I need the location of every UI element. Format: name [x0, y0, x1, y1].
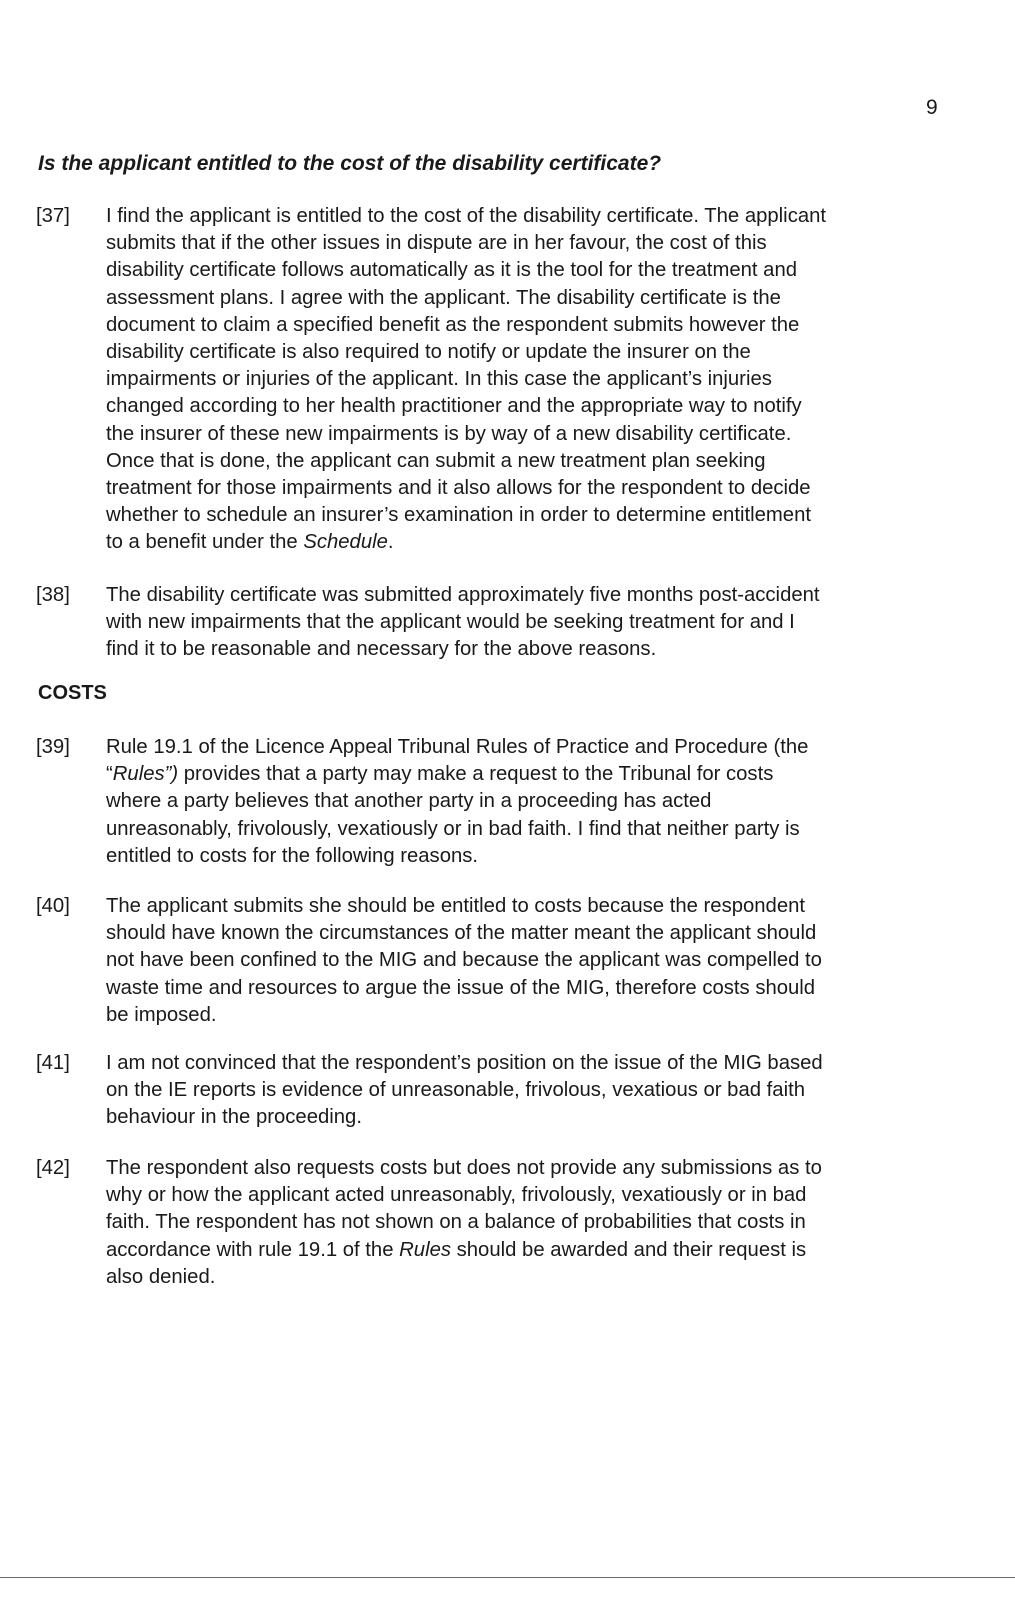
text-line: on the IE reports is evidence of unreasonable, frivolous, vexatious or bad faith [106, 1079, 805, 1102]
text-line: where a party believes that another party in a proceeding has acted [106, 790, 712, 813]
paragraph-number: [41] [36, 1052, 70, 1074]
text-line: behaviour in the proceeding. [106, 1106, 362, 1129]
text-line: impairments or injuries of the applicant. In this case the applicant’s injuries [106, 368, 772, 391]
text-line: faith. The respondent has not shown on a balance of probabilities that costs in [106, 1211, 806, 1234]
paragraph-39 [36, 734, 936, 870]
text-line [106, 761, 928, 788]
paragraph-number: [42] [36, 1157, 70, 1179]
text-line: waste time and resources to argue the issue of the MIG, therefore costs should [106, 976, 816, 999]
text-line: document to claim a specified benefit as the respondent submits however the [106, 313, 800, 336]
text-line: unreasonably, frivolously, vexatiously or in bad faith. I find that neither party is [106, 817, 800, 840]
text-line: I am not convinced that the respondent’s position on the issue of the MIG based [106, 1052, 823, 1074]
text-line [106, 1237, 928, 1264]
text-line: be imposed. [106, 1003, 217, 1026]
text-line: The disability certificate was submitted approximately five months post-accident [106, 584, 820, 606]
text-line: Rule 19.1 of the Licence Appeal Tribunal Rules of Practice and Procedure (the [106, 736, 809, 758]
text-run: “ [106, 763, 113, 786]
text-run: accordance with rule 19.1 of the [106, 1238, 400, 1261]
text-run: to a benefit under the [106, 531, 304, 554]
text-line [106, 529, 928, 556]
text-line: whether to schedule an insurer’s examination in order to determine entitlement [106, 504, 811, 527]
paragraph-body [106, 1050, 928, 1132]
text-line: also denied. [106, 1265, 216, 1288]
text-line: the insurer of these new impairments is by way of a new disability certificate. [106, 422, 792, 445]
footer-rule [0, 1577, 1015, 1578]
paragraph-body [106, 734, 928, 870]
paragraph-number: [39] [36, 736, 70, 758]
text-line: submits that if the other issues in dispute are in her favour, the cost of this [106, 232, 767, 255]
text-run: . [387, 531, 394, 554]
text-line: The applicant submits she should be entitled to costs because the respondent [106, 895, 806, 917]
question-heading: Is the applicant entitled to the cost of the disability certificate? [38, 152, 662, 175]
paragraph-body [106, 1155, 928, 1291]
text-line: The respondent also requests costs but does not provide any submissions as to [106, 1157, 822, 1179]
paragraph-body [106, 582, 928, 664]
text-run: provides that a party may make a request to the Tribunal for costs [178, 763, 774, 786]
text-line: should have known the circumstances of the matter meant the applicant should [106, 922, 817, 945]
paragraph-number: [40] [36, 895, 70, 917]
text-line: assessment plans. I agree with the applicant. The disability certificate is the [106, 286, 781, 309]
page-number: 9 [926, 96, 938, 119]
paragraph-38 [36, 582, 936, 664]
text-line: with new impairments that the applicant would be seeking treatment for and I [106, 611, 795, 634]
costs-heading: COSTS [38, 682, 107, 704]
paragraph-37 [36, 203, 936, 557]
paragraph-41 [36, 1050, 936, 1132]
italic-term: Schedule [303, 531, 388, 554]
text-line: Once that is done, the applicant can submit a new treatment plan seeking [106, 449, 766, 472]
text-line: disability certificate is also required to notify or update the insurer on the [106, 341, 751, 364]
paragraph-number: [38] [36, 584, 70, 606]
text-line: entitled to costs for the following reasons. [106, 844, 479, 867]
text-line: not have been confined to the MIG and because the applicant was compelled to [106, 949, 822, 972]
paragraph-body [106, 203, 928, 557]
italic-term: Rules [399, 1238, 451, 1261]
italic-term: Rules”) [112, 763, 179, 786]
paragraph-40 [36, 893, 936, 1029]
text-line: I find the applicant is entitled to the cost of the disability certificate. The applicant [106, 205, 827, 227]
text-line: changed according to her health practitioner and the appropriate way to notify [106, 395, 802, 418]
text-run: should be awarded and their request is [451, 1238, 807, 1261]
paragraph-number: [37] [36, 205, 70, 227]
paragraph-body [106, 893, 928, 1029]
text-line: why or how the applicant acted unreasonably, frivolously, vexatiously or in bad [106, 1184, 807, 1207]
text-line: treatment for those impairments and it also allows for the respondent to decide [106, 477, 811, 500]
text-line: find it to be reasonable and necessary for the above reasons. [106, 638, 657, 661]
text-line: disability certificate follows automatically as it is the tool for the treatment and [106, 259, 798, 282]
paragraph-42 [36, 1155, 936, 1291]
